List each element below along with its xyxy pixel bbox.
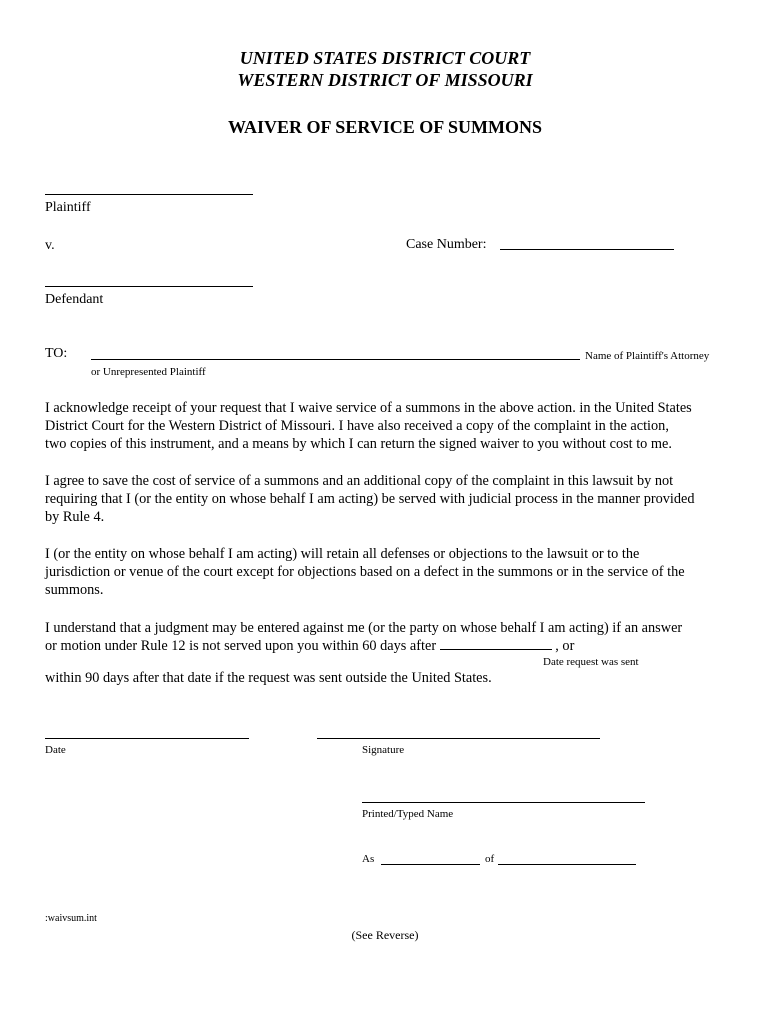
paragraph-line-suffix: , or <box>555 638 575 654</box>
versus-label: v. <box>45 238 55 253</box>
paragraph-line: requiring that I (or the entity on whose behalf I am acting) be served with judicial process in the manner provided <box>45 491 695 507</box>
paragraph-line: two copies of this instrument, and a means by which I can return the signed waiver to you without cost to me. <box>45 436 672 452</box>
signature-label: Signature <box>362 744 405 756</box>
defenses-paragraph <box>45 545 735 599</box>
plaintiff-name-field[interactable] <box>45 194 253 195</box>
paragraph-line: jurisdiction or venue of the court except for objections based on a defect in the summons or in the service of the <box>45 564 685 580</box>
of-label: of <box>485 853 495 865</box>
cost-saving-paragraph <box>45 472 735 526</box>
acknowledgment-paragraph <box>45 399 735 453</box>
see-reverse-note: (See Reverse) <box>351 928 419 942</box>
paragraph-line: I understand that a judgment may be entered against me (or the party on whose behalf I am acting) if an answer <box>45 620 683 636</box>
paragraph-line: I agree to save the cost of service of a summons and an additional copy of the complaint in this lawsuit by not <box>45 473 674 489</box>
date-request-label: Date request was sent <box>543 656 639 668</box>
printed-name-field[interactable] <box>362 802 645 803</box>
as-label: As <box>362 853 375 865</box>
paragraph-line: I (or the entity on whose behalf I am acting) will retain all defenses or objections to the lawsuit or to the <box>45 546 640 562</box>
signature-field[interactable] <box>317 738 600 739</box>
attorney-label: Name of Plaintiff's Attorney <box>585 350 710 362</box>
plaintiff-label: Plaintiff <box>45 200 91 215</box>
printed-name-label: Printed/Typed Name <box>362 808 454 820</box>
file-reference: :waivsum.int <box>45 913 97 924</box>
paragraph-line: summons. <box>45 582 104 598</box>
title-field[interactable] <box>381 864 480 865</box>
paragraph-line-prefix: or motion under Rule 12 is not served upon you within 60 days after <box>45 638 437 654</box>
document-title: WAIVER OF SERVICE OF SUMMONS <box>227 117 543 137</box>
paragraph-line: District Court for the Western District of Missouri. I have also received a copy of the complaint in the action, <box>45 418 669 434</box>
judgment-paragraph <box>45 619 735 655</box>
defendant-name-field[interactable] <box>45 286 253 287</box>
court-name-line2: WESTERN DISTRICT OF MISSOURI <box>237 70 533 90</box>
date-field[interactable] <box>45 738 249 739</box>
case-number-field[interactable] <box>500 249 674 250</box>
case-number-label: Case Number: <box>406 237 487 252</box>
court-name-line1: UNITED STATES DISTRICT COURT <box>239 48 531 68</box>
paragraph-line: within 90 days after that date if the request was sent outside the United States. <box>45 670 492 686</box>
attorney-name-field[interactable] <box>91 359 580 360</box>
defendant-label: Defendant <box>45 292 104 307</box>
paragraph-line: I acknowledge receipt of your request that I waive service of a summons in the above action. in the United States <box>45 400 692 416</box>
paragraph-line: by Rule 4. <box>45 509 105 525</box>
date-request-sent-field[interactable] <box>440 637 552 650</box>
entity-field[interactable] <box>498 864 636 865</box>
unrepresented-plaintiff-label: or Unrepresented Plaintiff <box>91 366 206 378</box>
paragraph-line <box>45 637 735 655</box>
date-label: Date <box>45 744 66 756</box>
to-label: TO: <box>45 346 68 361</box>
